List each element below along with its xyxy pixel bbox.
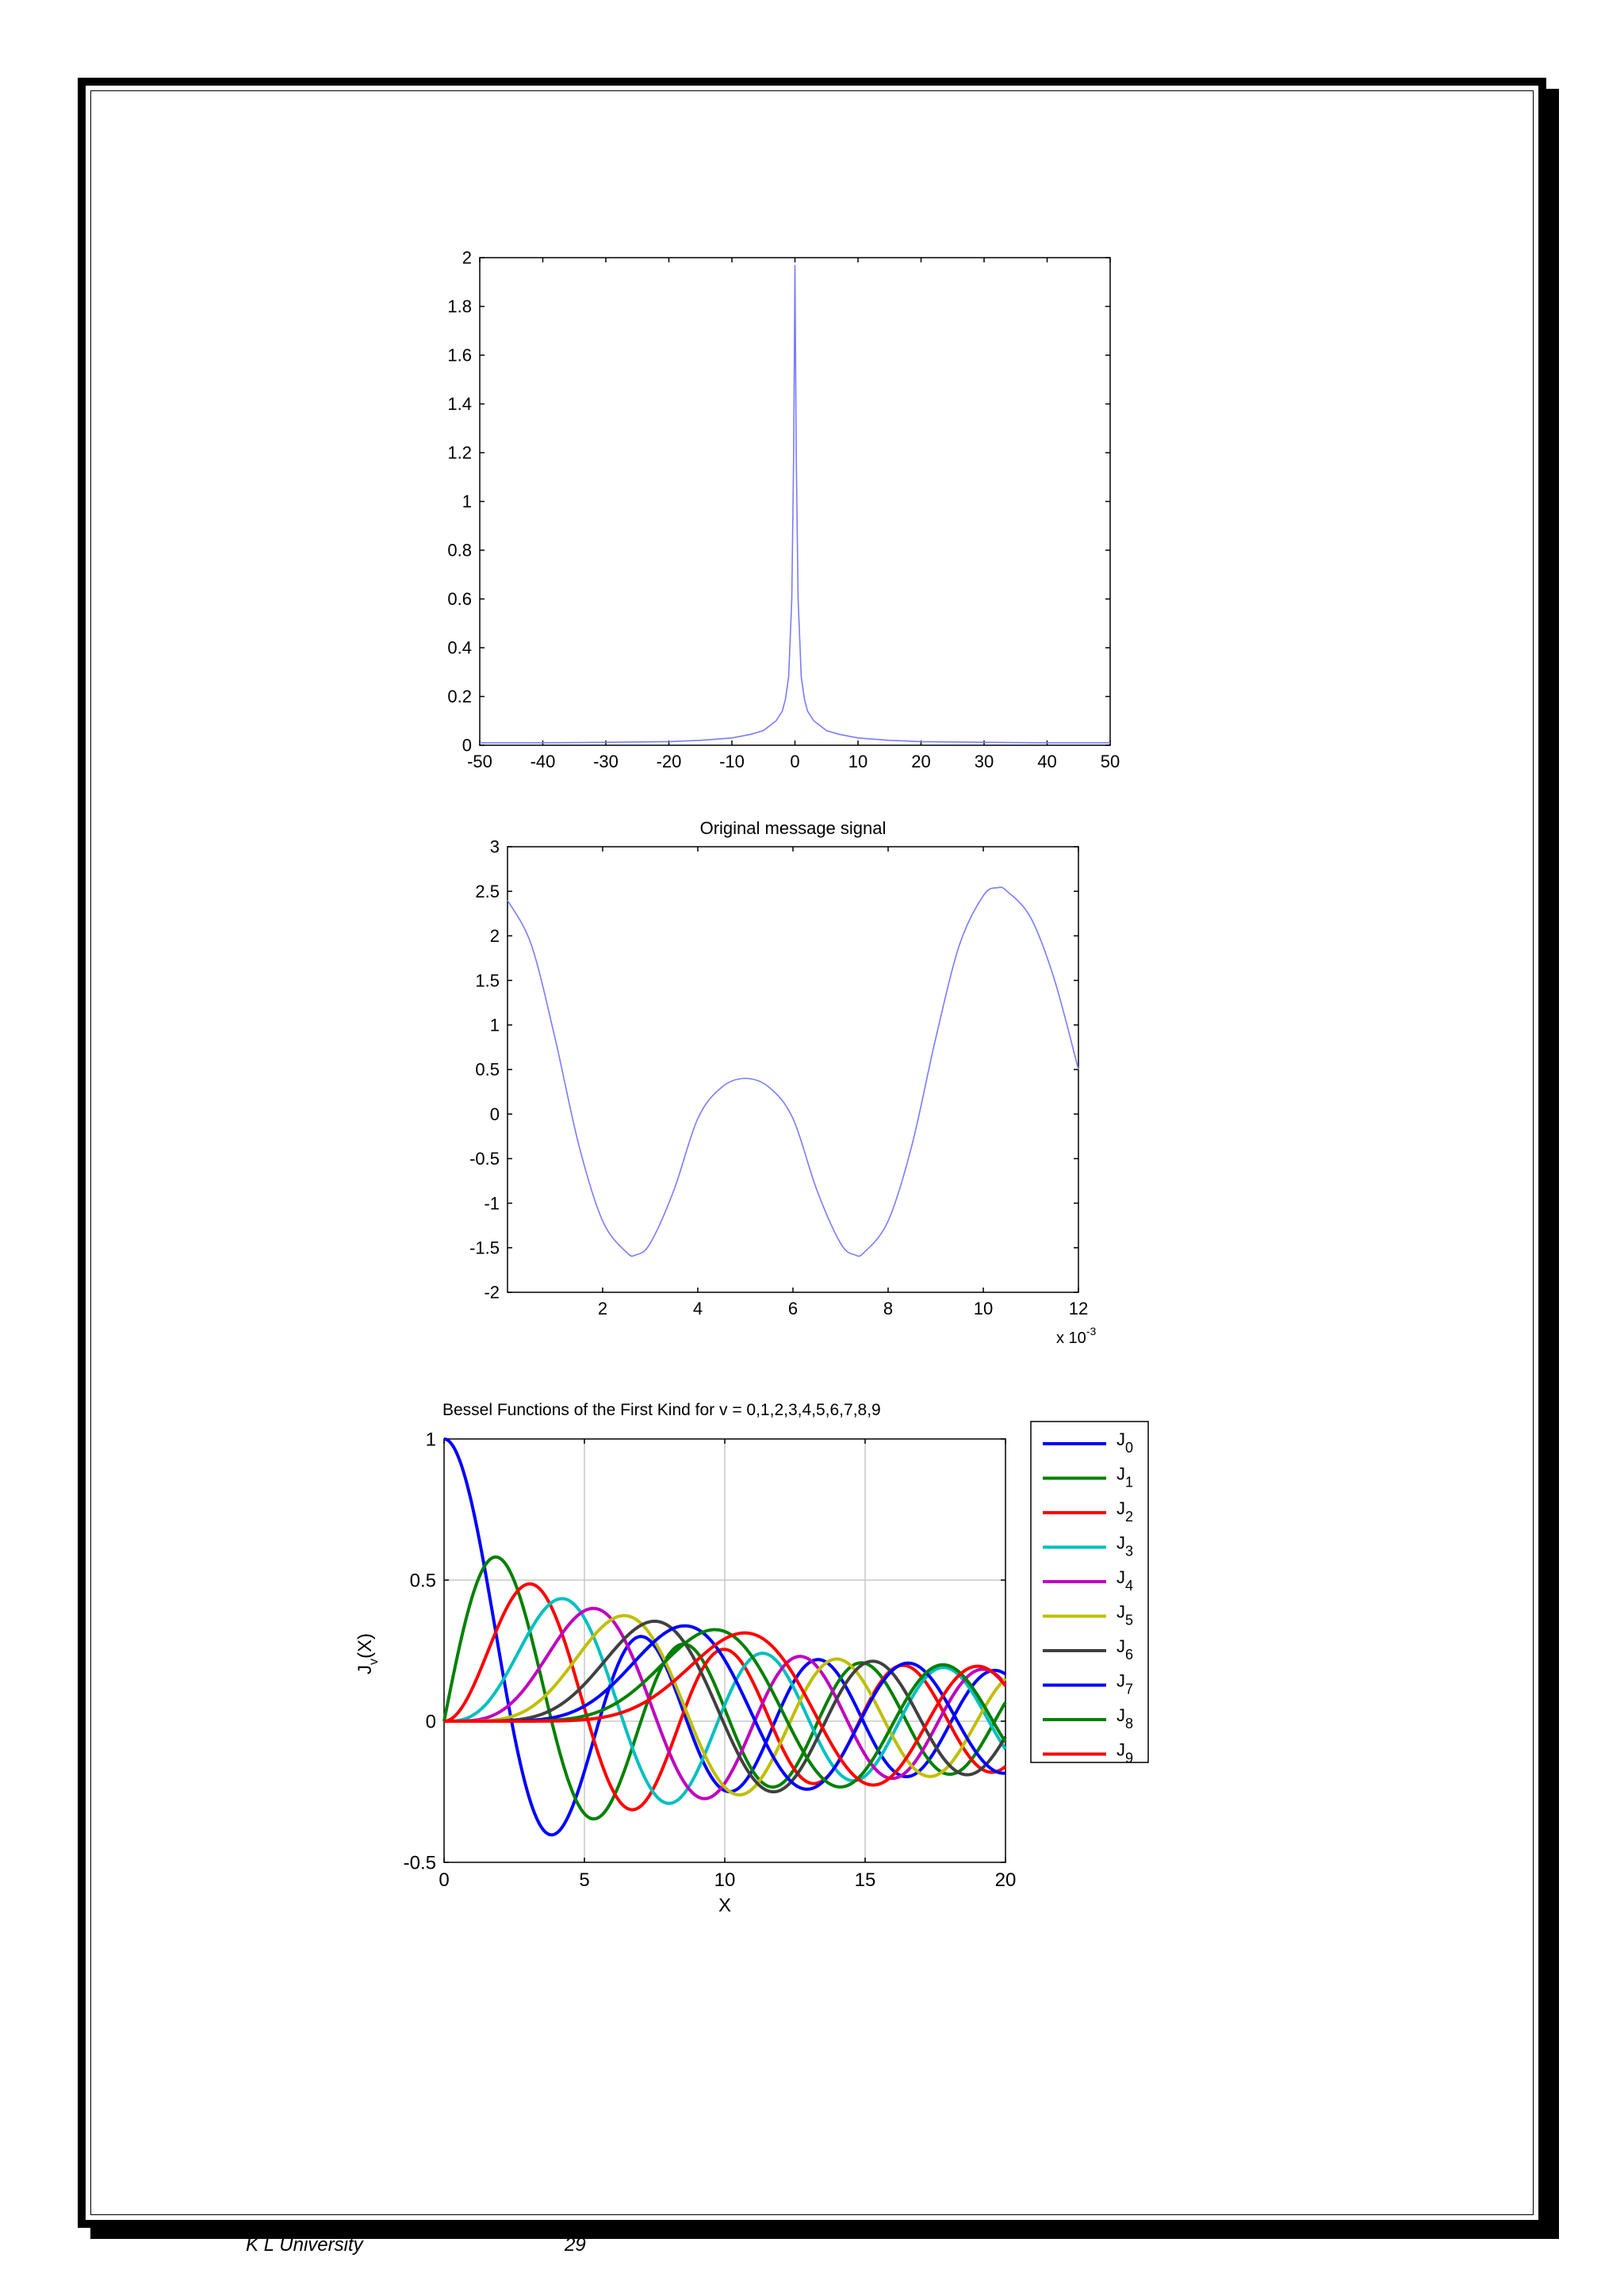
y-tick-label: -2 xyxy=(484,1282,500,1303)
y-tick-label: 1.8 xyxy=(447,297,472,317)
y-tick-label: 1.5 xyxy=(475,970,500,991)
y-tick-label: 2 xyxy=(489,926,500,947)
y-tick-label: -1.5 xyxy=(469,1238,500,1258)
y-tick-label: 1 xyxy=(489,1015,500,1035)
y-tick-label: 0.4 xyxy=(447,637,472,658)
legend-entry-name: J xyxy=(1116,1567,1125,1587)
y-tick-label: 0 xyxy=(425,1711,436,1733)
legend-entry-subscript: 6 xyxy=(1125,1647,1134,1663)
x-tick-label: 20 xyxy=(911,752,931,771)
legend-entry-name: J xyxy=(1116,1533,1125,1553)
footer-university: K L University xyxy=(246,2234,363,2256)
y-tick-label: 0 xyxy=(462,735,472,756)
chart-bessel xyxy=(349,1391,1174,1946)
y-tick-label: 0.6 xyxy=(447,589,472,610)
legend-entry-subscript: 4 xyxy=(1125,1578,1134,1594)
x-tick-label: 5 xyxy=(579,1869,590,1891)
chart-title: Bessel Functions of the First Kind for v = 0,1,2,3,4,5,6,7,8,9 xyxy=(442,1401,881,1419)
y-axis-label xyxy=(354,1633,381,1674)
y-tick-label: 1 xyxy=(425,1429,436,1451)
legend-entry-name: J xyxy=(1116,1498,1125,1518)
y-tick-label: 0.2 xyxy=(447,687,472,707)
y-tick-label: 2.5 xyxy=(475,881,500,901)
x-tick-label: -30 xyxy=(593,752,619,771)
y-axis-label-main: J xyxy=(354,1665,376,1674)
y-tick-label: 3 xyxy=(489,836,500,857)
legend-entry-name: J xyxy=(1116,1636,1125,1656)
x-tick-label: 6 xyxy=(787,1299,799,1318)
x-tick-label: 50 xyxy=(1100,752,1120,771)
y-tick-label: 2 xyxy=(462,247,472,268)
y-tick-label: 0.5 xyxy=(409,1570,436,1592)
y-tick-label: 0.5 xyxy=(475,1059,500,1080)
x-tick-label: 0 xyxy=(439,1869,450,1891)
x-tick-label: -40 xyxy=(530,752,556,771)
legend-entry-subscript: 7 xyxy=(1125,1681,1134,1697)
chart-spectrum xyxy=(428,238,1142,785)
y-tick-label: 0.8 xyxy=(447,540,472,561)
series-line-spectrum xyxy=(480,265,1110,743)
x-tick-label: 10 xyxy=(848,752,868,771)
y-tick-label: 1 xyxy=(462,492,472,512)
y-tick-label: -0.5 xyxy=(403,1852,436,1874)
x-exponent-base: x 10 xyxy=(1056,1330,1086,1347)
x-tick-label: 0 xyxy=(790,752,800,771)
legend-entry-name: J xyxy=(1116,1464,1125,1484)
legend-entry-subscript: 9 xyxy=(1125,1750,1134,1766)
x-tick-label: -50 xyxy=(467,752,492,771)
x-exponent-power: -3 xyxy=(1086,1325,1097,1337)
x-axis-label: X xyxy=(718,1895,732,1916)
legend-entry-name: J xyxy=(1116,1601,1125,1622)
x-tick-label: 30 xyxy=(974,752,994,771)
legend-entry-name: J xyxy=(1116,1739,1125,1760)
legend-entry-name: J xyxy=(1116,1670,1125,1691)
y-tick-label: 1.2 xyxy=(447,442,472,463)
legend-entry-subscript: 2 xyxy=(1125,1509,1134,1525)
legend-entry-subscript: 0 xyxy=(1125,1440,1134,1456)
y-axis-label-sub: v xyxy=(367,1659,381,1665)
y-tick-label: 0 xyxy=(489,1104,500,1124)
chart-message-signal xyxy=(444,805,1126,1360)
x-tick-label: 8 xyxy=(883,1299,894,1318)
x-tick-label: 4 xyxy=(692,1299,703,1318)
x-tick-label: 2 xyxy=(597,1299,608,1318)
x-tick-label: 12 xyxy=(1068,1299,1089,1318)
x-exponent-label xyxy=(1056,1325,1096,1347)
x-tick-label: 15 xyxy=(854,1869,876,1891)
chart-title: Original message signal xyxy=(699,818,887,838)
y-tick-label: 1.6 xyxy=(447,345,472,365)
legend-entry-subscript: 5 xyxy=(1125,1612,1134,1628)
legend-entry-subscript: 8 xyxy=(1125,1716,1134,1732)
legend-entry-name: J xyxy=(1116,1705,1125,1725)
x-tick-label: -10 xyxy=(719,752,745,771)
plot-area-frame xyxy=(508,847,1078,1292)
x-tick-label: 10 xyxy=(714,1869,736,1891)
x-tick-label: 10 xyxy=(973,1299,994,1318)
legend-entry-subscript: 1 xyxy=(1125,1474,1134,1490)
y-tick-label: -1 xyxy=(484,1193,500,1214)
legend-entry-name: J xyxy=(1116,1429,1125,1449)
y-tick-label: 1.4 xyxy=(447,394,472,415)
legend-entry-subscript: 3 xyxy=(1125,1543,1134,1559)
x-tick-label: 20 xyxy=(994,1869,1017,1891)
footer-page-number: 29 xyxy=(565,2234,586,2256)
series-line-message xyxy=(508,887,1078,1256)
x-tick-label: -20 xyxy=(656,752,682,771)
y-tick-label: -0.5 xyxy=(469,1149,500,1169)
y-axis-label-tail: (X) xyxy=(354,1633,376,1659)
x-tick-label: 40 xyxy=(1037,752,1057,771)
